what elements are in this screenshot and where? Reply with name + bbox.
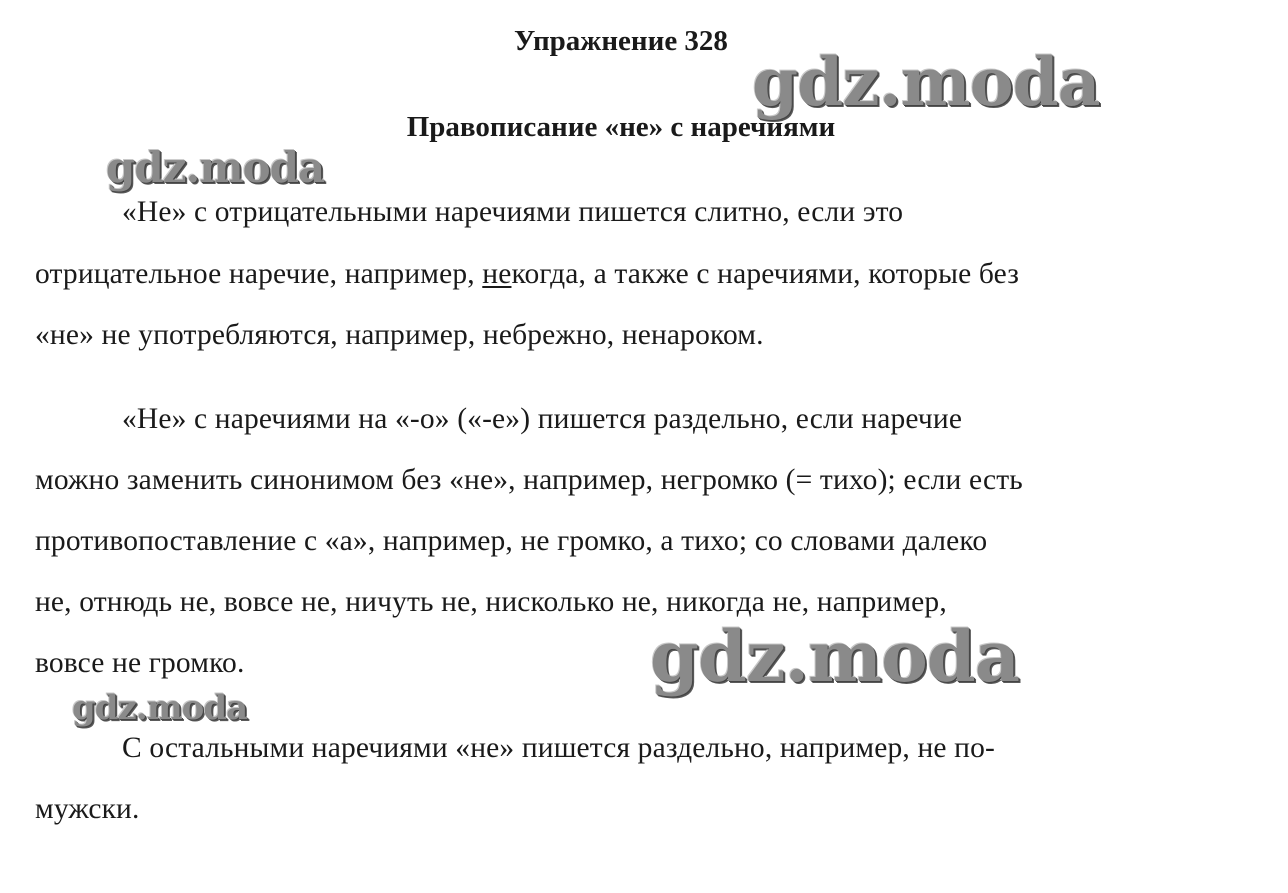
rule1-line2 xyxy=(35,257,1019,291)
underlined-prefix: не xyxy=(482,258,512,290)
rule2-line3: противопоставление с «а», например, не громко, а тихо; со словами далеко xyxy=(35,525,988,557)
rule1-line3: «не» не употребляются, например, небрежно, ненароком. xyxy=(35,319,764,351)
watermark-logo: gdz.moda xyxy=(72,688,248,728)
watermark-logo: gdz.moda xyxy=(650,615,1020,698)
rule3-line2: мужски. xyxy=(35,793,140,825)
topic-title: Правописание «не» с наречиями xyxy=(406,111,836,143)
exercise-title: Упражнение 328 xyxy=(514,25,728,57)
rule1-line2-end: когда, а также с наречиями, которые без xyxy=(511,258,1020,290)
rule1-line1: «Не» с отрицательными наречиями пишется слитно, если это xyxy=(122,196,904,228)
rule3-line1: С остальными наречиями «не» пишется раздельно, например, не по- xyxy=(122,732,995,764)
watermark-logo: gdz.moda xyxy=(752,43,1100,121)
rule2-line1: «Не» с наречиями на «-о» («-е») пишется раздельно, если наречие xyxy=(122,403,963,435)
watermark-logo: gdz.moda xyxy=(106,143,325,192)
rule2-line5: вовсе не громко. xyxy=(35,647,245,679)
rule1-line2-start: отрицательное наречие, например, xyxy=(35,258,483,290)
rule2-line2: можно заменить синонимом без «не», например, негромко (= тихо); если есть xyxy=(35,464,1023,496)
rule2-line4: не, отнюдь не, вовсе не, ничуть не, нисколько не, никогда не, например, xyxy=(35,586,947,618)
